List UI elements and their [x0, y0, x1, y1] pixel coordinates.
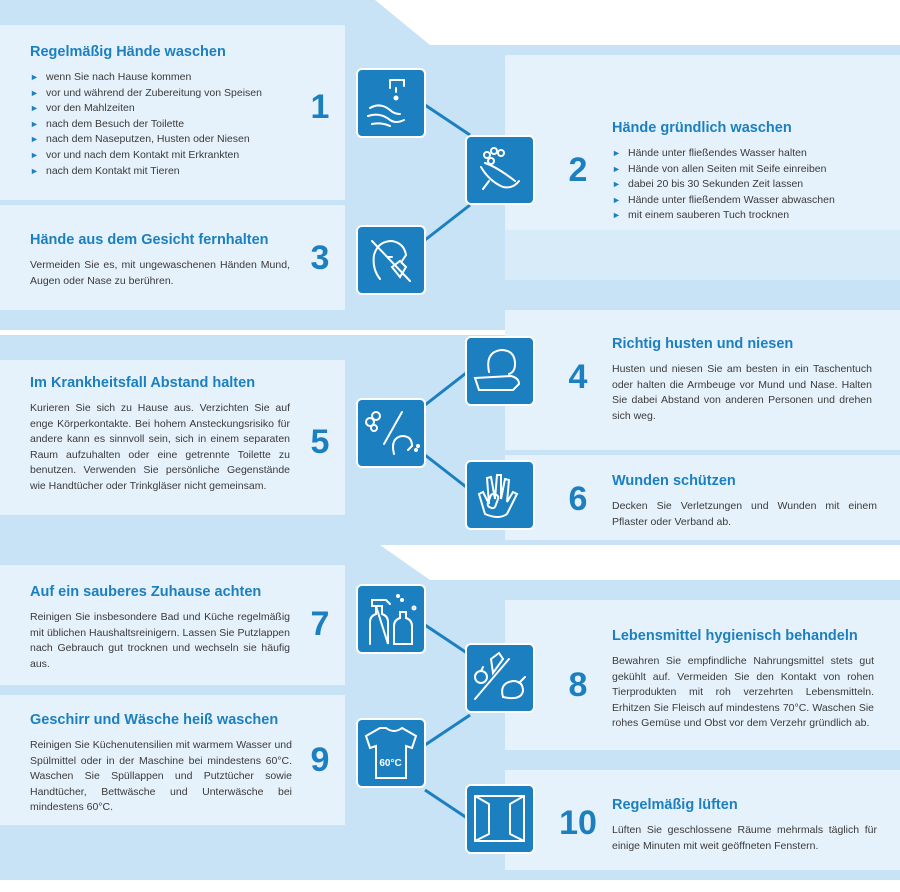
- tip-2-title: Hände gründlich waschen: [612, 120, 792, 136]
- tip-4-panel: [612, 336, 872, 424]
- list-item: ► nach dem Naseputzen, Husten oder Niesen: [30, 132, 330, 148]
- tip-10-title: Regelmäßig lüften: [612, 797, 738, 813]
- list-item: ► Hände unter fließendem Wasser abwaschen: [612, 193, 897, 209]
- tip-3-panel: [30, 232, 290, 289]
- tip-7-text: Reinigen Sie insbesondere Bad und Küche regelmäßig mit üblichen Haushaltsreinigern. Lassen Sie Putzlappen nach Gebrauch gut trocknen und wechseln sie häufig aus.: [30, 611, 290, 670]
- faucet-hands-icon: [356, 68, 426, 138]
- tip-8-panel: [612, 628, 874, 732]
- tip-2-panel: [612, 120, 897, 224]
- tip-9-panel: [30, 712, 292, 816]
- list-item: ► dabei 20 bis 30 Sekunden Zeit lassen: [612, 177, 897, 193]
- list-item: ► Hände unter fließendes Wasser halten: [612, 146, 897, 162]
- tip-5-text: Kurieren Sie sich zu Hause aus. Verzichten Sie auf enge Körperkontakte. Bei hohem Ansteckungsrisiko für andere kann es sinnvoll sein, sich in einem separaten Raum aufzuhalten oder eine getrennte Toilette zu benutzen. Verwenden Sie persönliche Gegenstände wie Handtücher oder Trinkgläser nicht gemeinsam.: [30, 402, 290, 492]
- tip-3-number: 3: [310, 239, 330, 277]
- tip-8-title: Lebensmittel hygienisch behandeln: [612, 628, 858, 644]
- list-item: ► Hände von allen Seiten mit Seife einreiben: [612, 162, 897, 178]
- list-item: ► wenn Sie nach Hause kommen: [30, 70, 330, 86]
- tip-4-text: Husten und niesen Sie am besten in ein Taschentuch oder halten die Armbeuge vor Mund und Nase. Halten Sie dabei Abstand von anderen Personen und drehen sich weg.: [612, 363, 872, 422]
- tshirt-60-icon: [356, 718, 426, 788]
- tip-9-number: 9: [310, 741, 330, 779]
- tip-9-text: Reinigen Sie Küchenutensilien mit warmem Wasser und Spülmittel oder in der Maschine bei mindestens 60°C. Waschen Sie Spüllappen und Putztücher sowie Handtücher, Bettwäsche und Unterwäsche bei mindestens 60°C.: [30, 739, 292, 814]
- tip-2-number: 2: [568, 151, 588, 189]
- cough-elbow-icon: [465, 336, 535, 406]
- no-face-touch-icon: [356, 225, 426, 295]
- tip-6-title: Wunden schützen: [612, 473, 736, 489]
- tip-1-list: [30, 70, 330, 179]
- distance-icon: [356, 398, 426, 468]
- tip-3-title: Hände aus dem Gesicht fernhalten: [30, 232, 269, 248]
- tip-9-title: Geschirr und Wäsche heiß waschen: [30, 712, 279, 728]
- list-item: ► vor und während der Zubereitung von Speisen: [30, 86, 330, 102]
- list-item: ► mit einem sauberen Tuch trocknen: [612, 208, 897, 224]
- tip-2-list: [612, 146, 897, 224]
- tip-4-title: Richtig husten und niesen: [612, 336, 794, 352]
- tip-5-number: 5: [310, 423, 330, 461]
- tip-4-number: 4: [568, 358, 588, 396]
- tip-6-panel: [612, 473, 877, 530]
- list-item: ► vor den Mahlzeiten: [30, 101, 330, 117]
- bandaged-hand-icon: [465, 460, 535, 530]
- food-separation-icon: [465, 643, 535, 713]
- tip-6-text: Decken Sie Verletzungen und Wunden mit einem Pflaster oder Verband ab.: [612, 500, 877, 528]
- tip-7-panel: [30, 584, 290, 672]
- list-item: ► nach dem Besuch der Toilette: [30, 117, 330, 133]
- soap-hands-icon: [465, 135, 535, 205]
- tip-3-text: Vermeiden Sie es, mit ungewaschenen Händen Mund, Augen oder Nase zu berühren.: [30, 259, 290, 287]
- tip-8-text: Bewahren Sie empfindliche Nahrungsmittel stets gut gekühlt auf. Vermeiden Sie den Kontakt von rohen Tierprodukten mit roh verzehrten Lebensmitteln. Erhitzen Sie Fleisch auf mindestens 70°C. Waschen Sie rohes Gemüse und Obst vor dem Verzehr gründlich ab.: [612, 655, 874, 730]
- list-item: ► vor und nach dem Kontakt mit Erkrankten: [30, 148, 330, 164]
- list-item: ► nach dem Kontakt mit Tieren: [30, 164, 330, 180]
- tip-7-title: Auf ein sauberes Zuhause achten: [30, 584, 262, 600]
- tip-7-number: 7: [310, 605, 330, 643]
- tip-1-number: 1: [310, 88, 330, 126]
- tip-5-panel: [30, 375, 290, 495]
- tip-1-title: Regelmäßig Hände waschen: [30, 44, 226, 60]
- tshirt-temperature-label: 60°C: [379, 758, 402, 769]
- open-window-icon: [465, 784, 535, 854]
- tip-10-number: 10: [559, 804, 597, 842]
- cleaning-bottles-icon: [356, 584, 426, 654]
- tip-10-text: Lüften Sie geschlossene Räume mehrmals täglich für einige Minuten mit weit geöffneten Fenstern.: [612, 824, 877, 852]
- tip-10-panel: [612, 797, 877, 854]
- tip-6-number: 6: [568, 480, 588, 518]
- tip-5-title: Im Krankheitsfall Abstand halten: [30, 375, 256, 391]
- tip-8-number: 8: [568, 666, 588, 704]
- tip-1-panel: [30, 44, 330, 179]
